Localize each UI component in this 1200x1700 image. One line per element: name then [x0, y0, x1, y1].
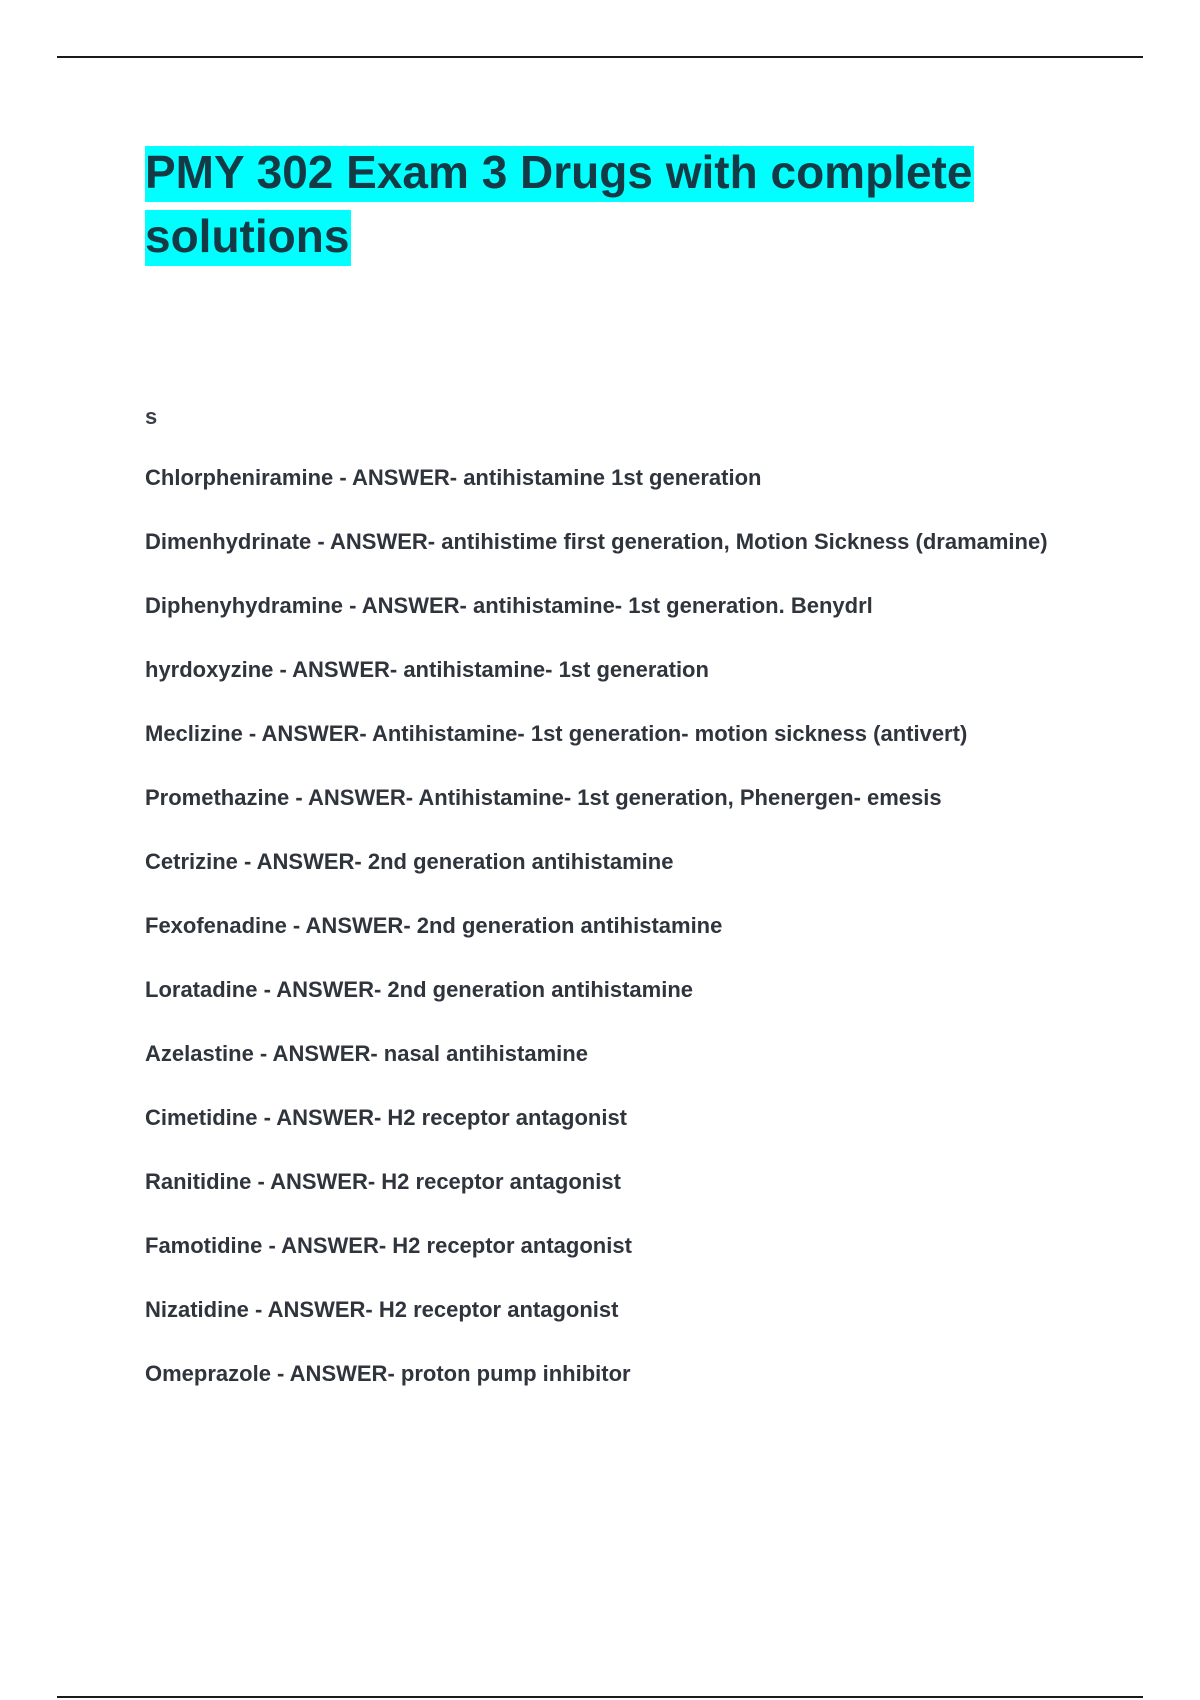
qa-item: Cetrizine - ANSWER- 2nd generation antihistamine: [145, 849, 674, 874]
qa-item: Ranitidine - ANSWER- H2 receptor antagonist: [145, 1169, 621, 1194]
qa-item: Fexofenadine - ANSWER- 2nd generation antihistamine: [145, 913, 723, 938]
qa-item: Omeprazole - ANSWER- proton pump inhibitor: [145, 1361, 631, 1386]
qa-item: Dimenhydrinate - ANSWER- antihistime first generation, Motion Sickness (dramamine): [145, 529, 1048, 554]
qa-list: [145, 462, 1075, 1390]
qa-item: Diphenyhydramine - ANSWER- antihistamine- 1st generation. Benydrl: [145, 593, 873, 618]
document-title: [145, 140, 1075, 268]
qa-item: Loratadine - ANSWER- 2nd generation antihistamine: [145, 977, 694, 1002]
document-body: [145, 140, 1075, 1390]
bottom-rule: [57, 1696, 1143, 1698]
qa-item: Promethazine - ANSWER- Antihistamine- 1st generation, Phenergen- emesis: [145, 785, 942, 810]
stray-text: s: [145, 404, 158, 429]
top-rule: [57, 56, 1143, 58]
qa-item: Meclizine - ANSWER- Antihistamine- 1st generation- motion sickness (antivert): [145, 721, 968, 746]
qa-item: Nizatidine - ANSWER- H2 receptor antagonist: [145, 1297, 619, 1322]
title-highlight: PMY 302 Exam 3 Drugs with complete solutions: [145, 146, 974, 266]
qa-item: Chlorpheniramine - ANSWER- antihistamine 1st generation: [145, 465, 762, 490]
qa-item: hyrdoxyzine - ANSWER- antihistamine- 1st generation: [145, 657, 709, 682]
qa-item: Famotidine - ANSWER- H2 receptor antagonist: [145, 1233, 632, 1258]
qa-item: Cimetidine - ANSWER- H2 receptor antagonist: [145, 1105, 628, 1130]
qa-item: Azelastine - ANSWER- nasal antihistamine: [145, 1041, 588, 1066]
